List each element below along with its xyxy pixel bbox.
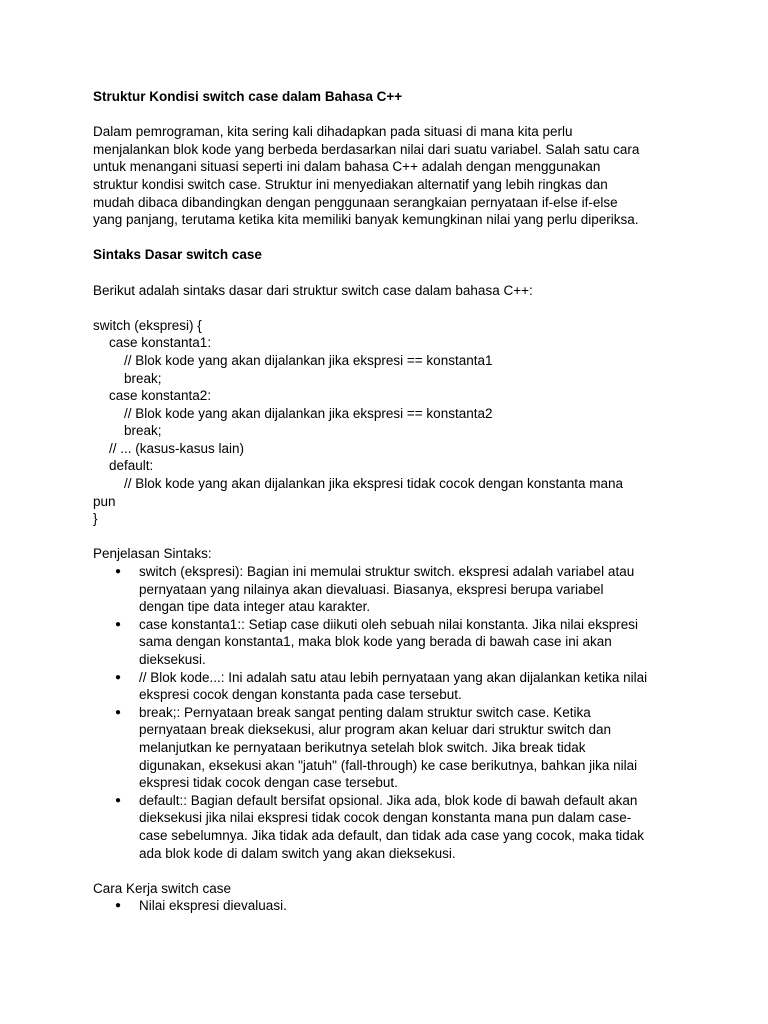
list-item [93,669,683,704]
code-line: switch (ekspresi) { [93,317,202,333]
list-item-line: ada blok kode di dalam switch yang akan dieksekusi. [139,845,456,861]
spacer [93,264,683,282]
list-item-line: dieksekusi. [139,652,206,667]
code-line: case konstanta2: [109,388,212,404]
bullet-icon: ● [115,706,122,718]
list-item-line: case konstanta1:: Setiap case diikuti oleh sebuah nilai konstanta. Jika nilai ekspresi [139,616,639,632]
list-item-line: pernyataan yang nilainya akan dievaluasi. Biasanya, ekspresi berupa variabel [139,581,604,597]
code-line: } [93,511,98,527]
syntax-heading: Sintaks Dasar switch case [93,247,262,263]
list-item-line: switch (ekspresi): Bagian ini memulai struktur switch. ekspresi adalah variabel atau [139,564,635,580]
howto-heading: Cara Kerja switch case [93,880,232,896]
spacer [93,862,683,880]
list-item-line: break;: Pernyataan break sangat penting dalam struktur switch case. Ketika [139,704,591,720]
bullet-icon: ● [115,566,122,578]
code-line: pun [93,493,116,509]
intro-line: menjalankan blok kode yang berbeda berdasarkan nilai dari suatu variabel. Salah satu cara [93,141,640,157]
list-item [93,897,683,915]
document-page [93,88,683,915]
code-line: // Blok kode yang akan dijalankan jika ekspresi == konstanta2 [124,405,493,421]
bullet-icon: ● [115,900,122,912]
intro-line: struktur kondisi switch case. Struktur ini menyediakan alternatif yang lebih ringkas dan [93,176,608,192]
list-item-line: ekspresi cocok dengan konstanta pada case tersebut. [139,687,462,703]
list-item [93,792,683,862]
list-item-line: sama dengan konstanta1, maka blok kode yang berada di bawah case ini akan [139,634,612,650]
list-item-line: ekspresi tidak cocok dengan case tersebut. [139,775,398,791]
bullet-icon: ● [115,794,122,806]
code-line: case konstanta1: [109,335,212,351]
list-item-line: // Blok kode...: Ini adalah satu atau lebih pernyataan yang akan dijalankan ketika nilai [139,669,648,685]
intro-line: yang panjang, terutama ketika kita memiliki banyak kemungkinan nilai yang perlu diperiksa. [93,212,639,228]
bullet-icon: ● [115,618,122,630]
spacer [93,106,683,124]
explanation-list [93,563,683,862]
code-line: // Blok kode yang akan dijalankan jika ekspresi == konstanta1 [124,352,493,368]
code-line: break; [124,370,162,386]
intro-line: untuk menangani situasi seperti ini dalam bahasa C++ adalah dengan menggunakan [93,159,601,175]
list-item-line: digunakan, eksekusi akan "jatuh" (fall-through) ke case berikutnya, bahkan jika nilai [139,757,638,773]
list-item [93,563,683,616]
list-item-line: dengan tipe data integer atau karakter. [139,599,371,615]
spacer [93,229,683,247]
explanation-heading: Penjelasan Sintaks: [93,546,212,562]
list-item [93,704,683,792]
code-block [93,317,683,528]
list-item-line: default:: Bagian default bersifat opsional. Jika ada, blok kode di bawah default akan [139,792,638,808]
intro-line: mudah dibaca dibandingkan dengan penggunaan serangkaian pernyataan if-else if-else [93,194,618,210]
code-line: break; [124,423,162,439]
spacer [93,528,683,546]
spacer [93,299,683,317]
code-line: // Blok kode yang akan dijalankan jika ekspresi tidak cocok dengan konstanta mana [124,476,624,492]
bullet-icon: ● [115,671,122,683]
syntax-intro: Berikut adalah sintaks dasar dari struktur switch case dalam bahasa C++: [93,282,533,298]
list-item-line: melanjutkan ke pernyataan berikutnya setelah blok switch. Jika break tidak [139,739,586,755]
list-item-line: pernyataan break dieksekusi, alur program akan keluar dari struktur switch dan [139,722,611,738]
list-item-line: dieksekusi jika nilai ekspresi tidak cocok dengan konstanta mana pun dalam case- [139,810,632,826]
howto-list [93,897,683,915]
list-item-line: Nilai ekspresi dievaluasi. [139,898,287,914]
code-line: default: [109,458,154,474]
document-title: Struktur Kondisi switch case dalam Bahasa C++ [93,89,403,104]
list-item [93,616,683,669]
code-line: // ... (kasus-kasus lain) [109,440,245,456]
intro-paragraph [93,123,683,229]
list-item-line: case sebelumnya. Jika tidak ada default, dan tidak ada case yang cocok, maka tidak [139,827,645,843]
intro-line: Dalam pemrograman, kita sering kali dihadapkan pada situasi di mana kita perlu [93,124,573,140]
